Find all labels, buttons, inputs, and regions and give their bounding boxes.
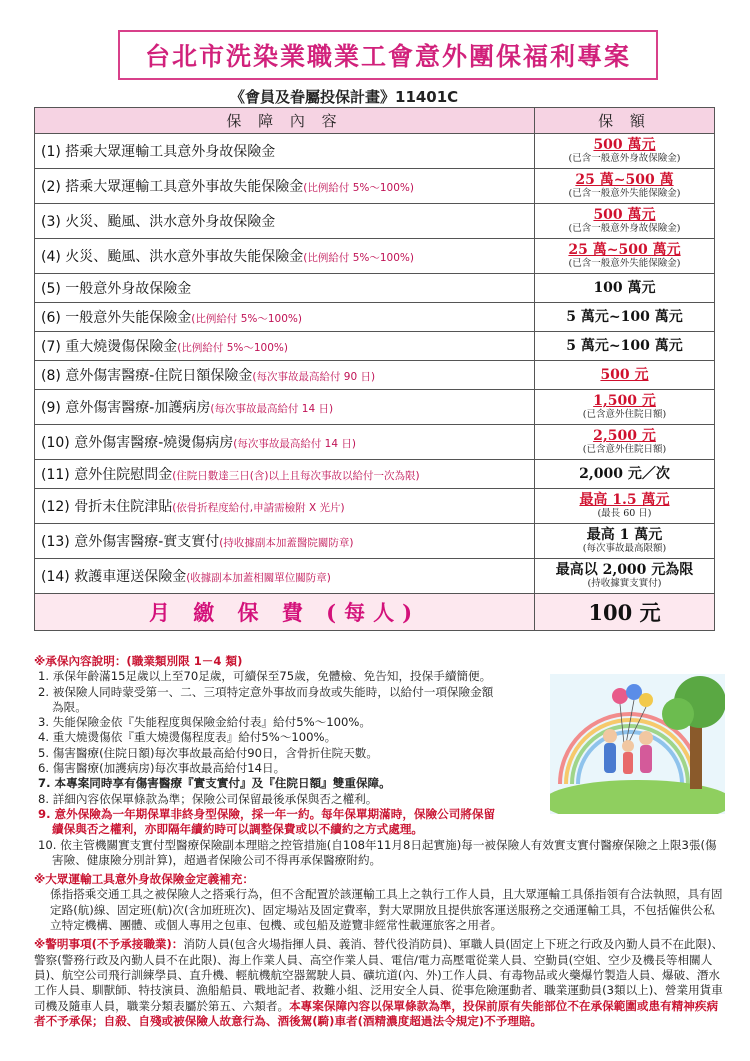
note-item: 2. 被保險人同時蒙受第一、二、三項特定意外事故而身故或失能時，以給付一項保險金額為限。 [38, 684, 494, 714]
benefit-label: (1) 搭乘大眾運輸工具意外身故保險金 [41, 144, 276, 160]
benefit-item [35, 524, 535, 559]
benefit-row [35, 134, 715, 169]
benefit-amount: 100 萬元 [593, 279, 656, 296]
note-item: 1. 承保年齡滿15足歲以上至70足歲，可續保至75歲，免體檢、免告知，投保手續簡便。 [38, 669, 492, 684]
family-illustration [550, 674, 725, 814]
benefit-item [35, 204, 535, 239]
benefit-label: (11) 意外住院慰問金 [41, 467, 173, 483]
benefit-amount-note: (已含一般意外失能保險金) [568, 257, 681, 269]
benefit-amount: 25 萬~500 萬 [575, 172, 674, 189]
exclusion-heading: ※警明事項(不予承接職業)： [34, 937, 184, 952]
benefit-note: (每次事故最高給付 90 日) [252, 371, 376, 383]
benefit-row [35, 239, 715, 274]
benefit-amount-note: (持收據實支實付) [587, 577, 662, 589]
note-item: 7. 本專案同時享有傷害醫療『實支實付』及『住院日額』雙重保障。 [38, 776, 391, 791]
benefit-item [35, 460, 535, 489]
benefit-amount-note: (已含意外住院日額) [582, 443, 667, 455]
note-item: 9. 意外保險為一年期保單非終身型保險，採一年一約。每年保單期滿時，保險公司將保留續保與否之權利，亦即隔年續約時可以調整保費或以不續約之方式處理。 [38, 806, 496, 837]
note-item: 8. 詳細內容依保單條款為準；保險公司保留最後承保與否之權利。 [38, 791, 378, 806]
benefit-amount: 25 萬~500 萬元 [568, 242, 681, 259]
monthly-fee-label: 月 繳 保 費 (每人) [35, 594, 535, 631]
benefit-label: (8) 意外傷害醫療-住院日額保險金 [41, 368, 253, 384]
benefit-label: (12) 骨折未住院津貼 [41, 499, 173, 515]
benefit-item [35, 361, 535, 390]
benefit-item [35, 425, 535, 460]
benefit-item [35, 169, 535, 204]
benefit-amount: 500 元 [600, 366, 649, 383]
benefit-amount-cell [535, 559, 715, 594]
benefit-amount-cell [535, 489, 715, 524]
benefit-row [35, 361, 715, 390]
benefit-item [35, 134, 535, 169]
benefit-note: (比例給付 5%～100%) [177, 342, 288, 354]
benefit-amount: 最高 1.5 萬元 [579, 492, 670, 509]
benefit-row [35, 390, 715, 425]
benefit-item [35, 274, 535, 303]
benefit-amount-note: (已含一般意外身故保險金) [568, 152, 681, 164]
exclusion-text: 消防人員(包含火場指揮人員、義消、替代役消防員)、軍職人員(固定上下班之行政及內勤人員不在此限)、警察(警務行政及內勤人員不在此限)、海上作業人員、高空作業人員、電信/電力高壓電從業人員、空勤員(空姐、空少及機長等相關人員)、航空公司飛行訓練學員、直升機、輕航機航空器駕駛人員、礦坑道(內、外)工作人員、有毒物品或火藥爆竹製造人員、爆破、潛水工作人員、馴獸師、特技演員、漁船船員、戰地記者、救難小組、泛用安全人員、從事危險運動者、職業運動員(3類以上)、營業用貨車司機及隨車人員，職業分類表屬於第五、六類者。 [34, 937, 724, 1013]
benefit-row [35, 489, 715, 524]
benefit-label: (10) 意外傷害醫療-燒燙傷病房 [41, 435, 234, 451]
benefit-amount-note: (已含一般意外身故保險金) [568, 222, 681, 234]
benefit-amount-cell [535, 332, 715, 361]
benefit-note: (每次事故最高給付 14 日) [210, 403, 334, 415]
benefit-note: (每次事故最高給付 14 日) [233, 438, 356, 450]
benefit-row [35, 303, 715, 332]
benefit-amount-cell [535, 274, 715, 303]
benefit-amount-cell [535, 361, 715, 390]
column-header-item: 保 障 內 容 [35, 108, 535, 134]
benefit-amount-note: (每次事故最高限額) [582, 542, 667, 554]
benefit-amount-cell [535, 460, 715, 489]
benefit-row [35, 460, 715, 489]
benefit-table [34, 107, 715, 631]
benefit-amount-cell [535, 239, 715, 274]
benefit-label: (4) 火災、颱風、洪水意外事故失能保險金 [41, 249, 304, 265]
benefit-row [35, 425, 715, 460]
benefit-item [35, 489, 535, 524]
benefit-amount: 最高 1 萬元 [586, 527, 663, 544]
mass-transit-heading: ※大眾運輸工具意外身故保險金定義補充： [34, 872, 254, 887]
title-banner [118, 30, 658, 80]
benefit-label: (14) 救護車運送保險金 [41, 569, 187, 585]
benefit-note: (住院日數達三日(含)以上且每次事故以給付一次為限) [172, 470, 420, 482]
benefit-item [35, 559, 535, 594]
column-header-amount: 保 額 [535, 108, 715, 134]
mass-transit-text: 係指搭乘交通工具之被保險人之搭乘行為，但不含配置於該運輸工具上之執行工作人員，且大眾運輸工具係指領有合法執照，具有固定路(航)線、固定班(航)次(含加班班次)、固定場站及固定費率，對大眾開放且提供旅客運送服務之交通運輸工具，不包括僱供公私立特定機構、團體、或個人專用之包車、包機、或包船及遊覽非經常性載運旅客之用者。 [50, 887, 723, 933]
benefit-amount: 2,000 元／次 [579, 465, 670, 482]
benefit-label: (9) 意外傷害醫療-加護病房 [41, 400, 211, 416]
note-item: 5. 傷害醫療(住院日額)每次事故最高給付90日，含骨折住院天數。 [38, 745, 378, 760]
benefit-item [35, 332, 535, 361]
benefit-label: (7) 重大燒燙傷保險金 [41, 339, 178, 355]
benefit-amount: 最高以 2,000 元為限 [555, 562, 694, 579]
benefit-amount-note: (已含一般意外失能保險金) [568, 187, 681, 199]
benefit-note: (收據副本加蓋相關單位關防章) [186, 572, 331, 584]
benefit-amount: 500 萬元 [593, 137, 656, 154]
benefit-item [35, 390, 535, 425]
benefit-amount-cell [535, 134, 715, 169]
benefit-item [35, 239, 535, 274]
benefit-amount-cell [535, 169, 715, 204]
benefit-amount: 5 萬元~100 萬元 [566, 337, 683, 354]
benefit-note: (依骨折程度給付,申請需檢附 X 光片) [172, 502, 345, 514]
benefit-amount: 1,500 元 [593, 393, 656, 410]
benefit-amount: 500 萬元 [593, 207, 656, 224]
exclusion-block [34, 937, 724, 1029]
benefit-row [35, 524, 715, 559]
benefit-amount-note: (最長 60 日) [597, 507, 652, 519]
benefit-item [35, 303, 535, 332]
benefit-amount-cell [535, 425, 715, 460]
note-item: 4. 重大燒燙傷依『重大燒燙傷程度表』給付5%～100%。 [38, 730, 337, 745]
benefit-label: (3) 火災、颱風、洪水意外身故保險金 [41, 214, 276, 230]
note-item: 10. 依主管機關實支實付型醫療保險副本理賠之控管措施(自108年11月8日起實施)每一被保險人有效實支實付醫療保險之上限3張(傷害險、健康險分別計算)，超過者保險公司不得再承保醫療附約。 [38, 837, 717, 867]
benefit-note: (比例給付 5%～100%) [303, 182, 414, 194]
benefit-note: (持收據副本加蓋醫院關防章) [219, 537, 354, 549]
benefit-amount: 2,500 元 [593, 428, 656, 445]
page-title: 台北市洗染業職業工會意外團保福利專案 [144, 42, 631, 71]
exclusion-warning: 本專案保障內容以保單條款為準，投保前原有失能部位不在承保範圍或患有精神疾病者不予承保；自殺、自殘或被保險人故意行為、酒後駕(騎)車者(酒精濃度超過法令規定)不予理賠。 [34, 998, 719, 1028]
benefit-row [35, 559, 715, 594]
benefit-row [35, 204, 715, 239]
benefit-amount-cell [535, 524, 715, 559]
benefit-row [35, 274, 715, 303]
benefit-label: (6) 一般意外失能保險金 [41, 310, 192, 326]
benefit-row [35, 169, 715, 204]
monthly-fee-value: 100 元 [535, 594, 715, 631]
benefit-row [35, 332, 715, 361]
plan-subtitle: 《會員及眷屬投保計畫》11401C [230, 88, 459, 106]
benefit-note: (比例給付 5%～100%) [303, 252, 414, 264]
benefit-amount-cell [535, 303, 715, 332]
benefit-amount: 5 萬元~100 萬元 [566, 308, 683, 325]
benefit-amount-cell [535, 204, 715, 239]
benefit-label: (13) 意外傷害醫療-實支實付 [41, 534, 220, 550]
note-item: 3. 失能保險金依『失能程度與保險金給付表』給付5%～100%。 [38, 715, 371, 730]
note-item: 6. 傷害醫療(加護病房)每次事故最高給付14日。 [38, 761, 286, 776]
benefit-label: (2) 搭乘大眾運輸工具意外事故失能保險金 [41, 179, 304, 195]
coverage-notes-heading: ※承保內容說明：(職業類別限 1－4 類) [34, 654, 243, 668]
benefit-note: (比例給付 5%～100%) [191, 313, 302, 325]
benefit-amount-note: (已含意外住院日額) [582, 408, 667, 420]
benefit-label: (5) 一般意外身故保險金 [41, 281, 192, 297]
benefit-amount-cell [535, 390, 715, 425]
